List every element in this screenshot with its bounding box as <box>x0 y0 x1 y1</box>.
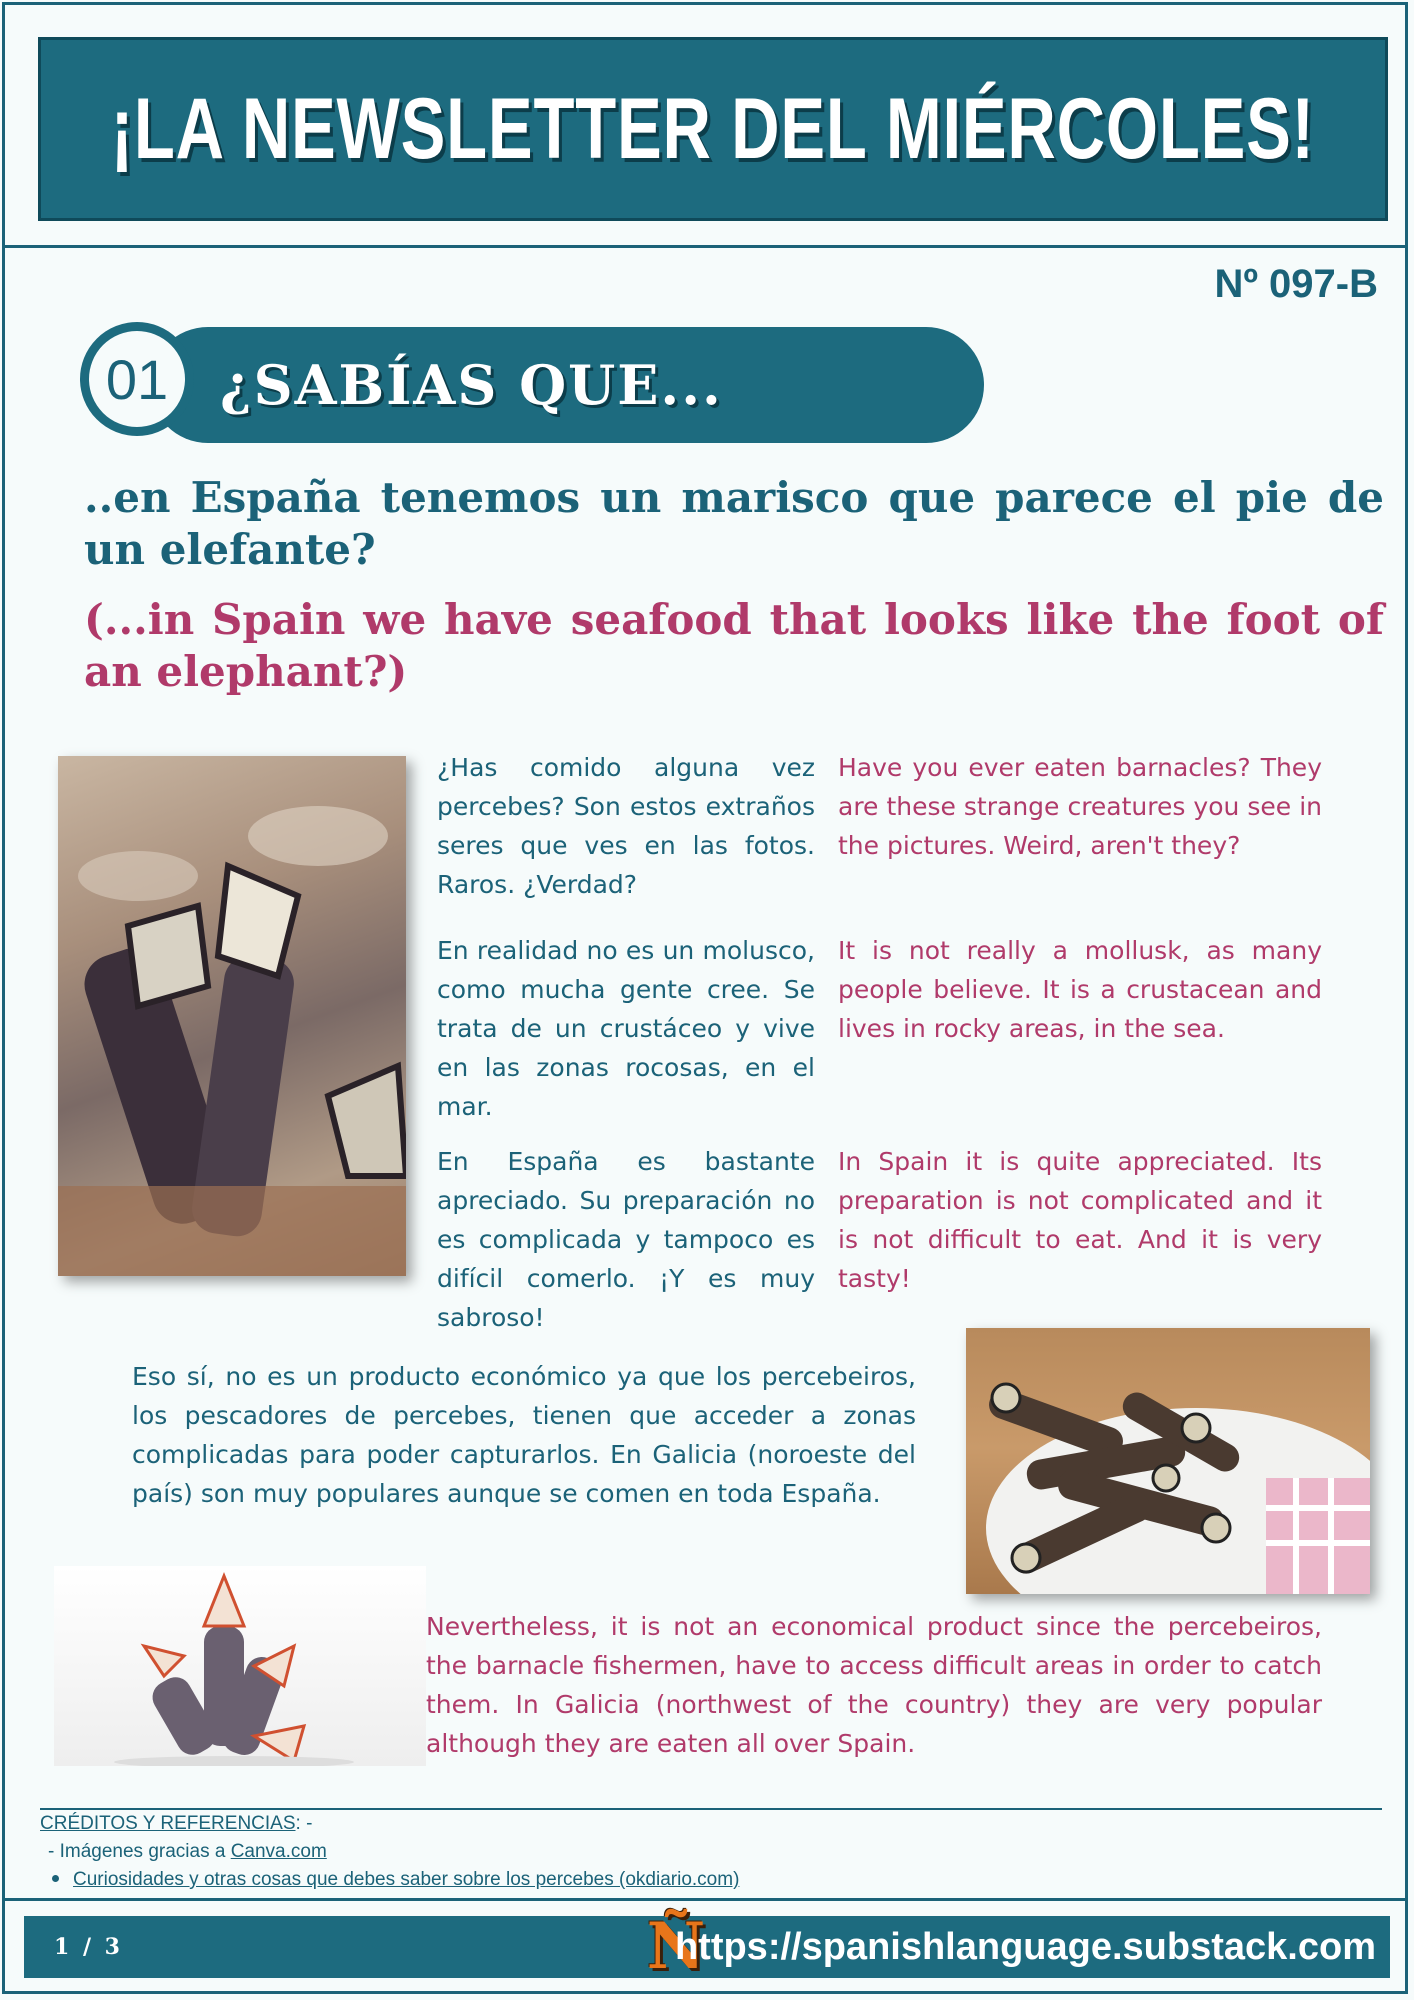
paragraph-2-en: It is not really a mollusk, as many people believe. It is a crustacean and lives in rocky areas, in the sea. <box>838 936 1322 1043</box>
canva-link[interactable]: Canva.com <box>230 1841 327 1862</box>
paragraph-3-en-block <box>838 1142 1322 1298</box>
paragraph-2-es: En realidad no es un molusco, como mucha gente cree. Se trata de un crustáceo y vive en las zonas rocosas, en el mar. <box>437 936 815 1121</box>
paragraph-1-en-block <box>838 748 1322 865</box>
paragraph-1-es-block <box>437 748 815 904</box>
paragraph-3-en: In Spain it is quite appreciated. Its preparation is not complicated and it is not difficult to eat. And it is very tasty! <box>838 1147 1322 1293</box>
barnacles-closeup-photo <box>58 756 406 1276</box>
barnacles-plate-photo <box>966 1328 1370 1594</box>
credits-images-row <box>40 1838 1382 1866</box>
credits-heading: CRÉDITOS Y REFERENCIAS <box>40 1813 296 1834</box>
page-number: 1 / 3 <box>54 1934 123 1960</box>
paragraph-3-es: En España es bastante apreciado. Su preparación no es complicada y tampoco es difícil comerlo. ¡Y es muy sabroso! <box>437 1147 815 1332</box>
footer-bar <box>24 1908 1390 1984</box>
section-title: ¿SABÍAS QUE... <box>220 353 723 417</box>
section-heading <box>150 327 984 443</box>
credits-heading-suffix: : - <box>295 1813 313 1834</box>
paragraph-2-es-block <box>437 931 815 1126</box>
barnacles-white-background-photo <box>54 1566 426 1766</box>
paragraph-1-es: ¿Has comido alguna vez percebes? Son estos extraños seres que ves en las fotos. Raros. ¿Verdad? <box>437 753 815 899</box>
paragraph-3-es-block <box>437 1142 815 1337</box>
section-number-badge: 01 <box>80 322 194 436</box>
paragraph-2-en-block <box>838 931 1322 1048</box>
header-band <box>2 2 1408 248</box>
paragraph-4-es-block <box>132 1357 916 1513</box>
footer-divider <box>2 1898 1408 1901</box>
issue-number: Nº 097-B <box>1214 262 1378 306</box>
spanish-n-logo-icon: Ñ <box>646 1908 706 1984</box>
credits-heading-row <box>40 1810 1382 1838</box>
question-english: (...in Spain we have seafood that looks like the foot of an elephant?) <box>84 595 1384 696</box>
okdiario-reference-link[interactable]: Curiosidades y otras cosas que debes saber sobre los percebes (okdiario.com) <box>73 1869 740 1890</box>
substack-url-link[interactable]: https://spanishlanguage.substack.com <box>674 1925 1376 1968</box>
paragraph-4-en-block <box>426 1607 1322 1763</box>
paragraph-4-en: Nevertheless, it is not an economical product since the percebeiros, the barnacle fishermen, have to access difficult areas in order to catch them. In Galicia (northwest of the country) they are very popular although they are eaten all over Spain. <box>426 1612 1322 1758</box>
question-spanish: ..en España tenemos un marisco que parece el pie de un elefante? <box>84 473 1384 574</box>
credits-section <box>40 1808 1382 1894</box>
paragraph-1-en: Have you ever eaten barnacles? They are these strange creatures you see in the pictures. Weird, aren't they? <box>838 753 1322 860</box>
newsletter-title: ¡LA NEWSLETTER DEL MIÉRCOLES! <box>111 80 1315 177</box>
title-banner <box>38 37 1388 221</box>
paragraph-4-es: Eso sí, no es un producto económico ya que los percebeiros, los pescadores de percebes, tienen que acceder a zonas complicadas para poder capturarlos. En Galicia (noroeste del país) son muy populares aunque se comen en toda España. <box>132 1362 916 1508</box>
credits-images-prefix: - Imágenes gracias a <box>48 1841 231 1862</box>
credits-reference-row <box>40 1866 1382 1894</box>
bullet-icon <box>52 1875 59 1882</box>
